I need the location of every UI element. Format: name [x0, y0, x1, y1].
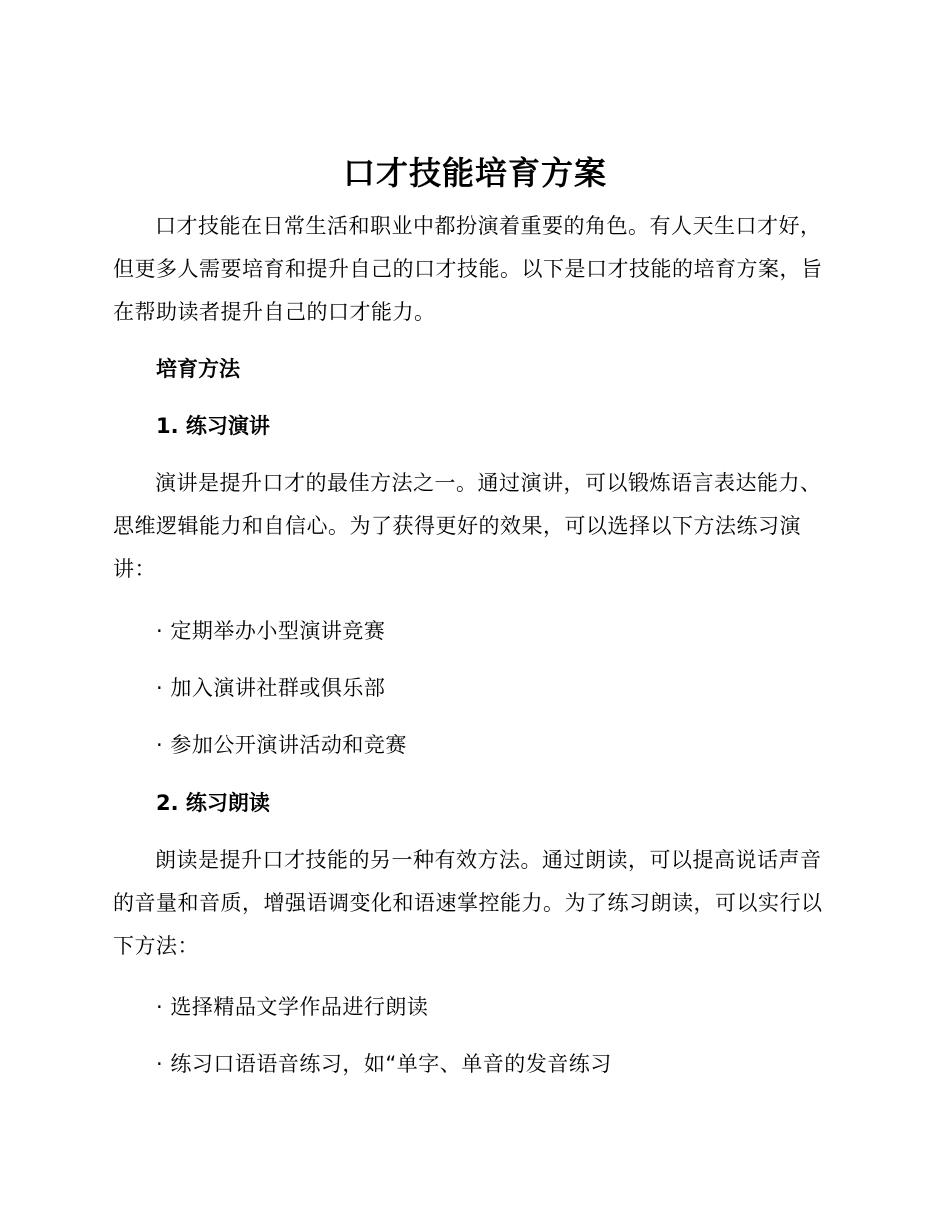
subsection-heading-speech: 1. 练习演讲	[156, 414, 270, 438]
subsection-heading-reading: 2. 练习朗读	[156, 791, 270, 815]
list-item: · 加入演讲社群或俱乐部	[156, 676, 386, 700]
list-item: · 参加公开演讲活动和竞赛	[156, 733, 407, 757]
list-item: · 定期举办小型演讲竞赛	[156, 619, 386, 643]
list-item: · 选择精品文学作品进行朗读	[156, 995, 429, 1019]
document-title: 口才技能培育方案	[342, 154, 607, 192]
reading-paragraph: 朗读是提升口才技能的另一种有效方法。通过朗读，可以提高说话声音的音量和音质，增强语调变化和语速掌控能力。为了练习朗读，可以实行以下方法：	[113, 848, 823, 958]
intro-paragraph: 口才技能在日常生活和职业中都扮演着重要的角色。有人天生口才好，但更多人需要培育和提升自己的口才技能。以下是口才技能的培育方案，旨在帮助读者提升自己的口才能力。	[113, 214, 823, 324]
list-item: · 练习口语语音练习，如“单字、单音的发音练习	[156, 1052, 612, 1076]
speech-paragraph: 演讲是提升口才的最佳方法之一。通过演讲，可以锻炼语言表达能力、思维逻辑能力和自信心。为了获得更好的效果，可以选择以下方法练习演讲：	[113, 471, 822, 581]
section-heading: 培育方法	[156, 357, 240, 381]
